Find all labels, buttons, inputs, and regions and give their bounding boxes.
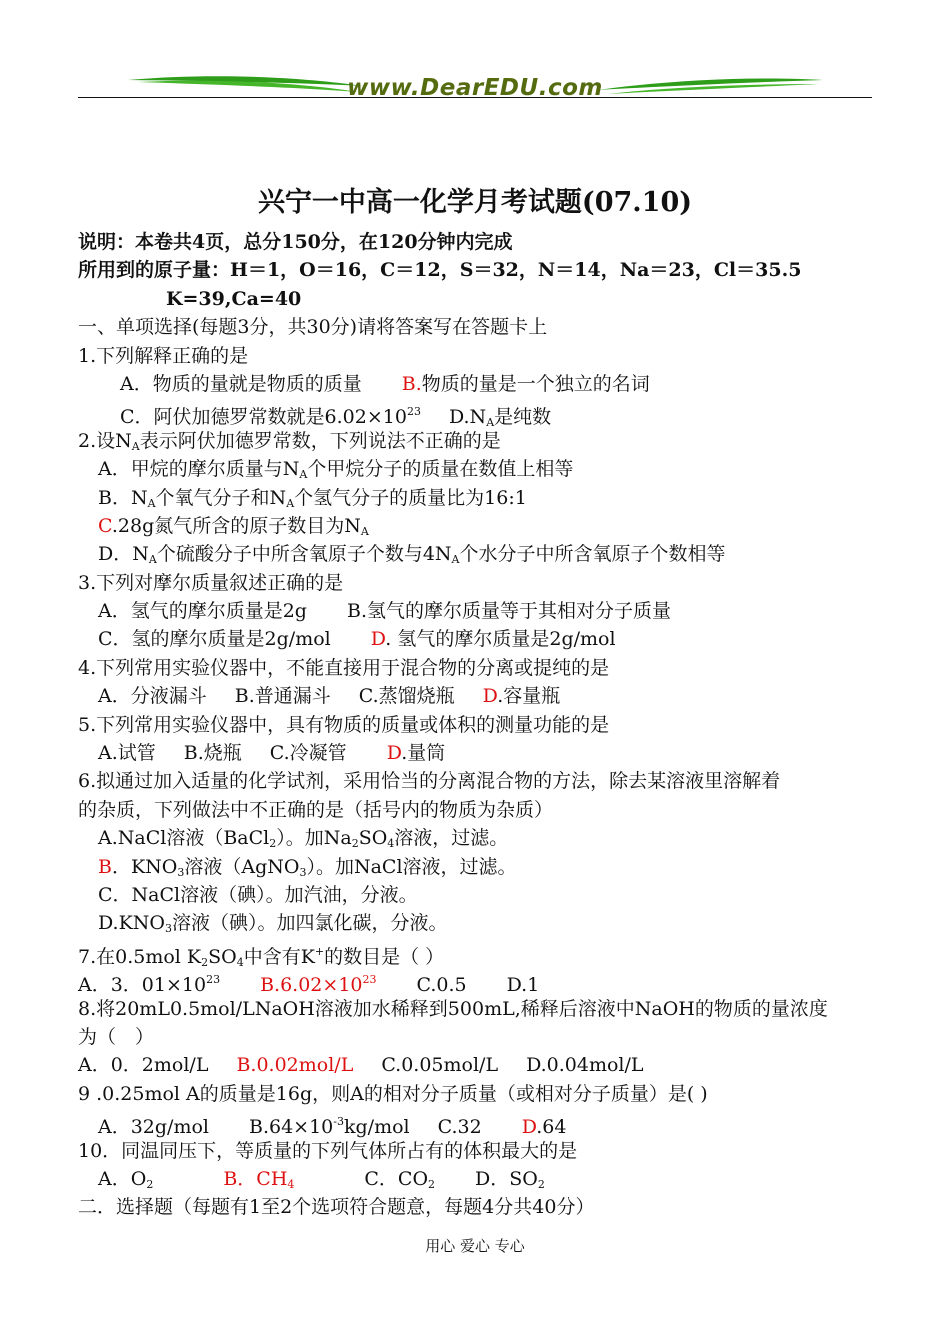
option-b: B.氢气的摩尔质量等于其相对分子质量 — [346, 600, 671, 623]
option-c: C.0.5 — [416, 974, 467, 997]
question-stem: 9 .0.25mol A的质量是16g，则A的相对分子质量（或相对分子质量）是( ) — [78, 1082, 708, 1105]
question-stem: 3.下列对摩尔质量叙述正确的是 — [78, 571, 344, 594]
option-a: A.NaCl溶液（BaCl$_2$）。加$Na_2SO_4$溶液，过滤。 — [98, 827, 509, 851]
option-b: B．$N_A$个氧气分子和$N_A$个氢气分子的质量比为16:1 — [98, 486, 527, 510]
question-stem: 4.下列常用实验仪器中，不能直接用于混合物的分离或提纯的是 — [78, 656, 610, 679]
site-header — [78, 66, 872, 106]
option-a: A．0．2mol/L — [78, 1054, 209, 1077]
option-d: .64 — [536, 1116, 567, 1139]
option-b-answer: B.0.02mol/L — [236, 1054, 354, 1077]
option-b-answer: B．$CH_4$ — [223, 1167, 295, 1191]
option-a: A．3．01×10 — [78, 974, 207, 997]
option-c: C.冷凝管 — [269, 742, 347, 765]
option-c: C．阿伏加德罗常数就是6.02×10 — [120, 406, 407, 429]
page-footer: 用心 爱心 专心 — [425, 1237, 525, 1255]
option-line: A．3．$01\times 10^{23}$ $B.6.02\times 10^{23}$ C.0.5 D.1 — [78, 973, 540, 997]
option-a: A．物质的量就是物质的质量 — [120, 372, 362, 395]
option-line — [78, 625, 878, 653]
option-line — [78, 1051, 878, 1079]
option-line — [78, 682, 878, 710]
option-a: A．甲烷的摩尔质量与$N_A$个甲烷分子的质量在数值上相等 — [98, 458, 574, 482]
option-b-answer: $B.6.02\times 10^{23}$ — [260, 973, 377, 997]
option-d: D．$SO_2$ — [475, 1167, 545, 1191]
option-a: A．氢气的摩尔质量是2g — [98, 600, 307, 623]
option-line: C．阿伏加德罗常数就是$6.02\times 10^{23}$ $D.N_A$是纯数 — [120, 405, 552, 430]
option-b: B.烧瓶 — [183, 742, 242, 765]
option-c: C．NaCl溶液（碘）。加汽油，分液。 — [98, 883, 418, 906]
answer-mark: B. — [401, 372, 422, 395]
option-d: .容量瓶 — [497, 685, 561, 708]
option-c: C.0.05mol/L — [381, 1054, 499, 1077]
question-stem: 的杂质，下列做法中不正确的是（括号内的物质为杂质） — [78, 798, 554, 821]
option-d: D.N — [448, 406, 487, 429]
option-line — [78, 1165, 878, 1193]
option-d: D.1 — [506, 974, 540, 997]
option-c: C.28g氮气所含的原子数目为$N_A$ — [98, 514, 369, 538]
question-stem: 2.设$N_A$表示阿伏加德罗常数，下列说法不正确的是 — [78, 429, 501, 453]
question-stem: 10．同温同压下，等质量的下列气体所占有的体积最大的是 — [78, 1139, 578, 1162]
option-a: A.试管 — [98, 742, 156, 765]
option-c: C．$CO_2$ — [364, 1167, 436, 1191]
answer-mark: D — [482, 685, 498, 708]
option-a: A．32g/mol — [98, 1116, 209, 1139]
site-logo[interactable]: www.DearEDU.com — [347, 75, 603, 101]
exam-body — [78, 228, 878, 1222]
option-d: D．$N_A$个硫酸分子中所含氧原子个数与$4N_A$个水分子中所含氧原子个数相等 — [98, 543, 726, 567]
option-b: 物质的量是一个独立的名词 — [421, 372, 650, 395]
option-c: C.32 — [437, 1116, 482, 1139]
option-b: $B.64\times 10^{-3}kg$/mol — [249, 1115, 410, 1139]
option-line — [78, 370, 878, 398]
option-line — [78, 1108, 878, 1139]
option-c: C.蒸馏烧瓶 — [358, 685, 455, 708]
option-a: A．分液漏斗 — [98, 685, 207, 708]
section-heading: 一、单项选择(每题3分，共30分)请将答案写在答题卡上 — [78, 316, 548, 339]
option-c: C．氢的摩尔质量是2g/mol — [98, 628, 331, 651]
question-stem: 1.下列解释正确的是 — [78, 344, 249, 367]
intro-line: 说明：本卷共4页，总分150分，在120分钟内完成 — [78, 231, 513, 253]
answer-mark: D — [370, 628, 386, 651]
option-d: $D.KNO_3$溶液（碘）。加四氯化碳，分液。 — [98, 912, 448, 936]
section-heading: 二．选择题（每题有1至2个选项符合题意，每题4分共40分） — [78, 1196, 595, 1219]
answer-mark: B — [98, 855, 112, 878]
option-d: D.0.04mol/L — [526, 1054, 644, 1077]
question-stem: 5.下列常用实验仪器中，具有物质的质量或体积的测量功能的是 — [78, 713, 610, 736]
option-line — [78, 739, 878, 767]
option-b: B．$KNO_3$溶液（AgNO$_3$）。加NaCl溶液，过滤。 — [98, 855, 517, 879]
answer-mark: D — [386, 742, 402, 765]
question-stem: 7.在0.5mol $K_2SO_4$中含有K+的数目是（ ） — [78, 944, 445, 969]
option-d: .量筒 — [401, 742, 446, 765]
answer-mark: C — [98, 514, 112, 537]
option-d: . 氢气的摩尔质量是2g/mol — [385, 628, 616, 651]
page-title: 兴宁一中高一化学月考试题(07.10) — [257, 187, 693, 218]
option-b: B.普通漏斗 — [234, 685, 331, 708]
option-line — [78, 597, 878, 625]
question-stem: 为（ ） — [78, 1025, 155, 1048]
option-a: A．$O_2$ — [98, 1167, 154, 1191]
intro-line: 所用到的原子量：H＝1，O＝16，C＝12，S＝32，N＝14，Na＝23，Cl＝35.5 — [78, 259, 802, 282]
question-stem: 6.拟通过加入适量的化学试剂，采用恰当的分离混合物的方法，除去某溶液里溶解着 — [78, 770, 781, 793]
answer-mark: D — [521, 1116, 537, 1139]
header-rule — [78, 97, 872, 98]
question-stem: 8.将20mL0.5mol/LNaOH溶液加水稀释到500mL,稀释后溶液中NaOH的物质的量浓度 — [78, 997, 828, 1020]
intro-line: K=39,Ca=40 — [166, 287, 302, 310]
